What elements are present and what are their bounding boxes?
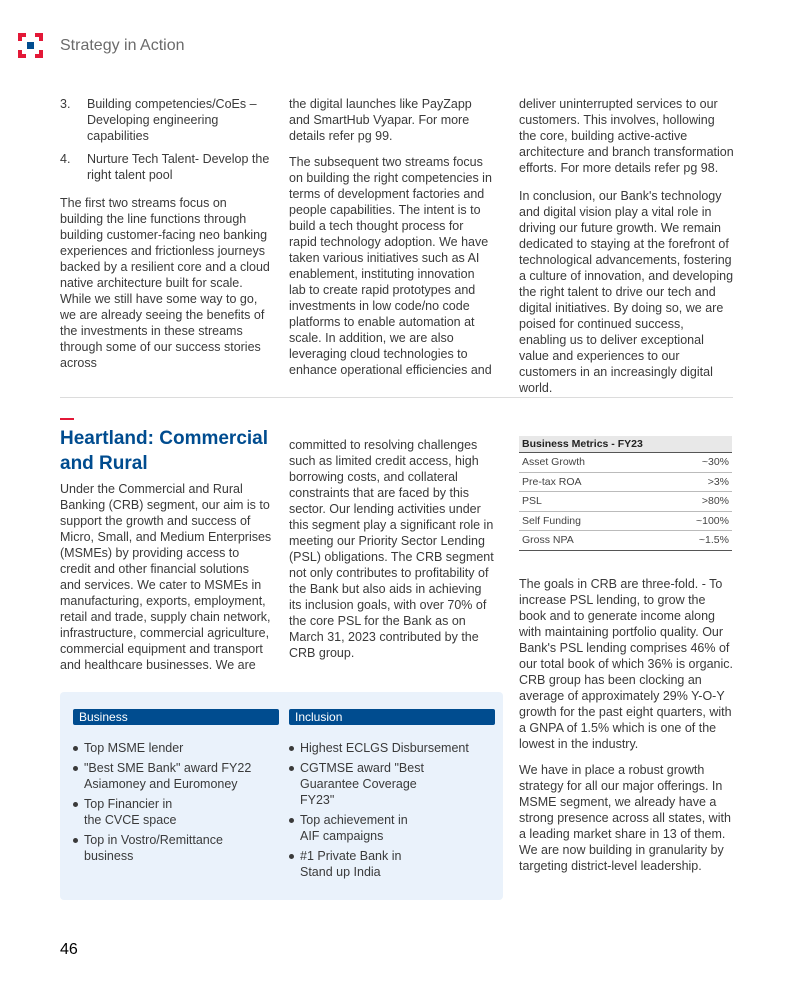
numbered-list xyxy=(60,96,272,183)
list-item: CGTMSE award "Best Guarantee Coverage FY23" xyxy=(289,760,449,808)
top-column-2 xyxy=(289,96,494,386)
top-column-1 xyxy=(60,96,272,379)
list-item: Top achievement in AIF campaigns xyxy=(289,812,419,844)
body-paragraph: In conclusion, our Bank's technology and digital vision play a vital role in driving our future growth. We remain dedicated to staying at the forefront of technological advancements, fostering a culture of innovation, and developing the right talent to drive our tech and digital initiatives. By doing so, we are poised for continued success, enabling us to deliver exceptional value and experiences to our customers in an increasingly digital world. xyxy=(519,189,734,395)
page-number: 46 xyxy=(60,941,78,958)
section-accent-mark xyxy=(60,418,74,420)
section-title: Heartland: Commercial and Rural xyxy=(60,428,269,474)
list-item: Top MSME lender xyxy=(73,740,263,756)
section-left-column xyxy=(60,481,272,681)
bank-logo-icon xyxy=(18,33,43,58)
metrics-header: Business Metrics - FY23 xyxy=(519,436,732,453)
table-row: Self Funding ~100% xyxy=(519,512,732,532)
top-column-3 xyxy=(519,96,734,404)
section-middle-column xyxy=(289,437,494,669)
page-header-title: Strategy in Action xyxy=(60,37,185,54)
body-paragraph: The first two streams focus on building the line functions through building customer-facing neo banking experiences and frictionless journeys backed by a resilient core and a cloud native architecture built for scale. While we still have some way to go, we are already seeing the benefits of the investments in these streams through some of our success stories across xyxy=(60,196,270,370)
body-paragraph: Under the Commercial and Rural Banking (CRB) segment, our aim is to support the growth and success of Micro, Small, and Medium Enterprises (MSMEs) by providing access to credit and other financial solutions and services. We cater to MSMEs in manufacturing, exports, employment, retail and trade, supply chain network, infrastructure, commercial agriculture, commercial equipment and transport and healthcare businesses. We are xyxy=(60,482,272,672)
table-row: Pre-tax ROA >3% xyxy=(519,473,732,493)
list-item: 4. Nurture Tech Talent- Develop the right talent pool xyxy=(60,152,270,182)
section-right-column xyxy=(519,576,734,882)
body-paragraph: We have in place a robust growth strategy for all our major offerings. In MSME segment, we already have a strong presence across all states, with a leading market share in 13 of them. We are now building in granularity by targeting district-level leadership. xyxy=(519,763,731,873)
list-item: "Best SME Bank" award FY22 Asiamoney and Euromoney xyxy=(73,760,263,792)
table-row: Gross NPA ~1.5% xyxy=(519,531,732,551)
list-item: 3. Building competencies/CoEs – Developing engineering capabilities xyxy=(60,97,257,143)
business-metrics-table xyxy=(519,436,732,551)
section-divider xyxy=(60,397,733,398)
table-row: Asset Growth ~30% xyxy=(519,453,732,473)
body-paragraph: The subsequent two streams focus on building the right competencies in terms of development factories and people capabilities. The intent is to build a tech thought process for rapid technology adoption. We have taken various initiatives such as AI enablement, instituting innovation lab to create rapid prototypes and investments in low code/no code platforms to enable automation at scale. In addition, we are also leveraging cloud technologies to enhance operational efficiencies and xyxy=(289,155,492,377)
list-item: Top Financier in the CVCE space xyxy=(73,796,193,828)
inclusion-label: Inclusion xyxy=(289,709,495,725)
body-paragraph: deliver uninterrupted services to our customers. This involves, hollowing the core, building active-active architecture and branch transformation efforts. For more details refer pg 98. xyxy=(519,97,734,175)
list-item: Highest ECLGS Disbursement xyxy=(289,740,479,756)
body-paragraph: The goals in CRB are three-fold. - To increase PSL lending, to grow the book and to generate income along with maintaining portfolio quality. Our Bank's PSL lending comprises 46% of our total book of which 36% is organic. CRB group has been clocking an average of approximately 29% Y-O-Y growth for the past eight quarters, with a GNPA of 1.5% which is one of the lowest in the industry. xyxy=(519,577,734,751)
table-row: PSL >80% xyxy=(519,492,732,512)
list-item: Top in Vostro/Remittance business xyxy=(73,832,233,864)
highlights-box xyxy=(60,692,503,900)
body-paragraph: committed to resolving challenges such as limited credit access, high borrowing costs, and collateral constraints that are faced by this sector. Our lending activities under this segment play a significant role in meeting our Priority Sector Lending (PSL) obligations. The CRB segment not only contributes to profitability of the Bank but also aids in achieving its inclusion goals, with over 70% of the core PSL for the Bank as on March 31, 2023 contributed by the CRB group. xyxy=(289,438,494,660)
inclusion-list xyxy=(289,740,479,884)
business-label: Business xyxy=(73,709,279,725)
business-list xyxy=(73,740,263,868)
list-item: #1 Private Bank in Stand up India xyxy=(289,848,404,880)
body-paragraph: the digital launches like PayZapp and SmartHub Vyapar. For more details refer pg 99. xyxy=(289,97,472,143)
